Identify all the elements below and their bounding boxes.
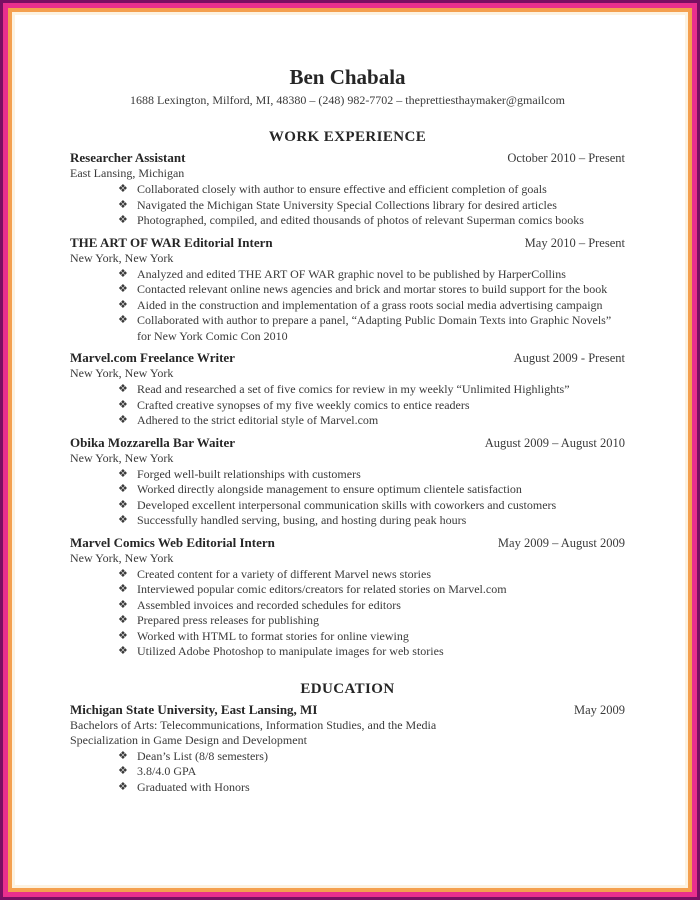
bullet-text: Successfully handled serving, busing, and hosting during peak hours: [137, 513, 467, 527]
entry-header: [70, 350, 625, 366]
entry-title: Michigan State University, East Lansing, MI: [70, 701, 318, 717]
bullet-item: [70, 413, 625, 429]
bullet-text: Dean’s List (8/8 semesters): [137, 748, 268, 763]
bullet-text: Forged well-built relationships with customers: [137, 466, 361, 481]
diamond-bullet-icon: ❖: [118, 765, 128, 777]
bullet-item: [70, 398, 625, 414]
resume-entry: [70, 435, 625, 529]
diamond-bullet-icon: ❖: [118, 314, 128, 326]
diamond-bullet-icon: ❖: [118, 214, 128, 226]
person-name: Ben Chabala: [289, 65, 406, 89]
bullet-item: [70, 198, 625, 214]
bullet-list: [70, 182, 625, 229]
section-heading: EDUCATION: [300, 680, 395, 697]
diamond-bullet-icon: ❖: [118, 267, 128, 280]
entry-date: May 2009: [573, 702, 625, 717]
bullet-text: Collaborated closely with author to ensure effective and efficient completion of goals: [137, 182, 547, 196]
diamond-bullet-icon: ❖: [118, 645, 128, 657]
bullet-item: [70, 467, 625, 483]
entry-location: Specialization in Game Design and Development: [70, 732, 307, 747]
diamond-bullet-icon: ❖: [118, 283, 128, 295]
resume-entry: [70, 150, 625, 229]
bullet-item: [70, 613, 625, 629]
bullet-item: [70, 282, 625, 298]
bullet-text: Contacted relevant online news agencies and brick and mortar stores to build support for the book: [137, 282, 608, 296]
entry-header: [70, 150, 625, 166]
resume-entry: [70, 350, 625, 429]
bullet-item: [70, 313, 625, 344]
bullet-item: [70, 182, 625, 198]
entry-location: New York, New York: [70, 450, 174, 465]
entry-date: August 2009 – August 2010: [484, 435, 625, 450]
bullet-item: [70, 298, 625, 314]
bullet-text: Worked with HTML to format stories for online viewing: [137, 628, 409, 643]
section-education: [70, 680, 625, 796]
section-heading: WORK EXPERIENCE: [268, 129, 427, 145]
bullet-text: Graduated with Honors: [137, 779, 250, 794]
bullet-item: [70, 629, 625, 645]
diamond-bullet-icon: ❖: [118, 198, 128, 211]
entry-title: Marvel Comics Web Editorial Intern: [70, 534, 275, 550]
bullet-item: [70, 598, 625, 614]
entry-title: Researcher Assistant: [70, 150, 186, 165]
entry-title: Obika Mozzarella Bar Waiter: [70, 434, 236, 450]
bullet-item: [70, 482, 625, 498]
diamond-bullet-icon: ❖: [118, 498, 128, 511]
resume-entry: [70, 235, 625, 345]
diamond-bullet-icon: ❖: [118, 467, 128, 480]
bullet-text: Adhered to the strict editorial style of Marvel.com: [137, 413, 379, 427]
entry-title: THE ART OF WAR Editorial Intern: [70, 234, 273, 250]
bullet-text: 3.8/4.0 GPA: [137, 764, 197, 778]
entry-location: East Lansing, Michigan: [70, 166, 185, 180]
bullet-item: [70, 749, 625, 765]
contact-line: 1688 Lexington, Milford, MI, 48380 – (248) 982-7702 – theprettiesthaymaker@gmailcom: [130, 93, 565, 107]
bullet-item: [70, 567, 625, 583]
diamond-bullet-icon: ❖: [118, 614, 128, 626]
bullet-text: Interviewed popular comic editors/creators for related stories on Marvel.com: [137, 582, 507, 596]
bullet-text: Read and researched a set of five comics for review in my weekly “Unlimited Highlights”: [137, 382, 570, 396]
bullet-list: [70, 749, 625, 796]
diamond-bullet-icon: ❖: [118, 567, 128, 580]
bullet-list: [70, 267, 625, 345]
diamond-bullet-icon: ❖: [118, 398, 128, 411]
bullet-text: Utilized Adobe Photoshop to manipulate images for web stories: [137, 644, 444, 658]
diamond-bullet-icon: ❖: [118, 414, 128, 426]
diamond-bullet-icon: ❖: [118, 780, 128, 793]
bullet-text: Collaborated with author to prepare a panel, “Adapting Public Domain Texts into Graphic Novels” for New York Comic Con 2010: [137, 313, 612, 343]
section-work-experience: [70, 128, 625, 660]
bullet-text: Photographed, compiled, and edited thousands of photos of relevant Superman comics books: [137, 213, 584, 227]
entry-date: August 2009 - Present: [513, 351, 625, 365]
entry-header: [70, 702, 625, 718]
bullet-item: [70, 644, 625, 660]
entry-header: [70, 235, 625, 251]
bullet-item: [70, 780, 625, 796]
bullet-item: [70, 764, 625, 780]
bullet-item: [70, 267, 625, 283]
bullet-text: Navigated the Michigan State University Special Collections library for desired articles: [137, 197, 557, 212]
entry-location: Bachelors of Arts: Telecommunications, Information Studies, and the Media: [70, 717, 437, 732]
entry-location: New York, New York: [70, 366, 174, 380]
bullet-list: [70, 567, 625, 660]
diamond-bullet-icon: ❖: [118, 383, 128, 395]
bullet-item: [70, 382, 625, 398]
diamond-bullet-icon: ❖: [118, 298, 128, 311]
bullet-item: [70, 513, 625, 529]
resume-content: [15, 15, 685, 795]
resume-entry: [70, 702, 625, 796]
diamond-bullet-icon: ❖: [118, 583, 128, 595]
bullet-text: Created content for a variety of different Marvel news stories: [137, 566, 431, 581]
diamond-bullet-icon: ❖: [118, 598, 128, 611]
diamond-bullet-icon: ❖: [118, 483, 128, 495]
entry-header: [70, 535, 625, 551]
bullet-list: [70, 467, 625, 529]
bullet-text: Developed excellent interpersonal communication skills with coworkers and customers: [137, 497, 557, 512]
bullet-text: Prepared press releases for publishing: [137, 613, 319, 627]
diamond-bullet-icon: ❖: [118, 514, 128, 526]
diamond-bullet-icon: ❖: [118, 749, 128, 762]
bullet-list: [70, 382, 625, 429]
entry-title: Marvel.com Freelance Writer: [70, 350, 235, 365]
bullet-text: Analyzed and edited THE ART OF WAR graphic novel to be published by HarperCollins: [137, 266, 566, 281]
diamond-bullet-icon: ❖: [118, 183, 128, 195]
bullet-text: Worked directly alongside management to ensure optimum clientele satisfaction: [137, 482, 522, 496]
entry-date: May 2010 – Present: [524, 235, 625, 250]
sections-root: [70, 128, 625, 795]
bullet-text: Assembled invoices and recorded schedules for editors: [137, 597, 401, 612]
diamond-bullet-icon: ❖: [118, 629, 128, 642]
bullet-text: Aided in the construction and implementation of a grass roots social media advertising campaign: [137, 297, 603, 312]
entry-date: May 2009 – August 2009: [497, 535, 625, 550]
entry-date: October 2010 – Present: [507, 151, 625, 165]
entry-location: New York, New York: [70, 250, 174, 265]
bullet-item: [70, 213, 625, 229]
entry-location: New York, New York: [70, 550, 174, 565]
bullet-text: Crafted creative synopses of my five weekly comics to entice readers: [137, 397, 470, 412]
bullet-item: [70, 582, 625, 598]
entry-header: [70, 435, 625, 451]
resume-entry: [70, 535, 625, 660]
bullet-item: [70, 498, 625, 514]
